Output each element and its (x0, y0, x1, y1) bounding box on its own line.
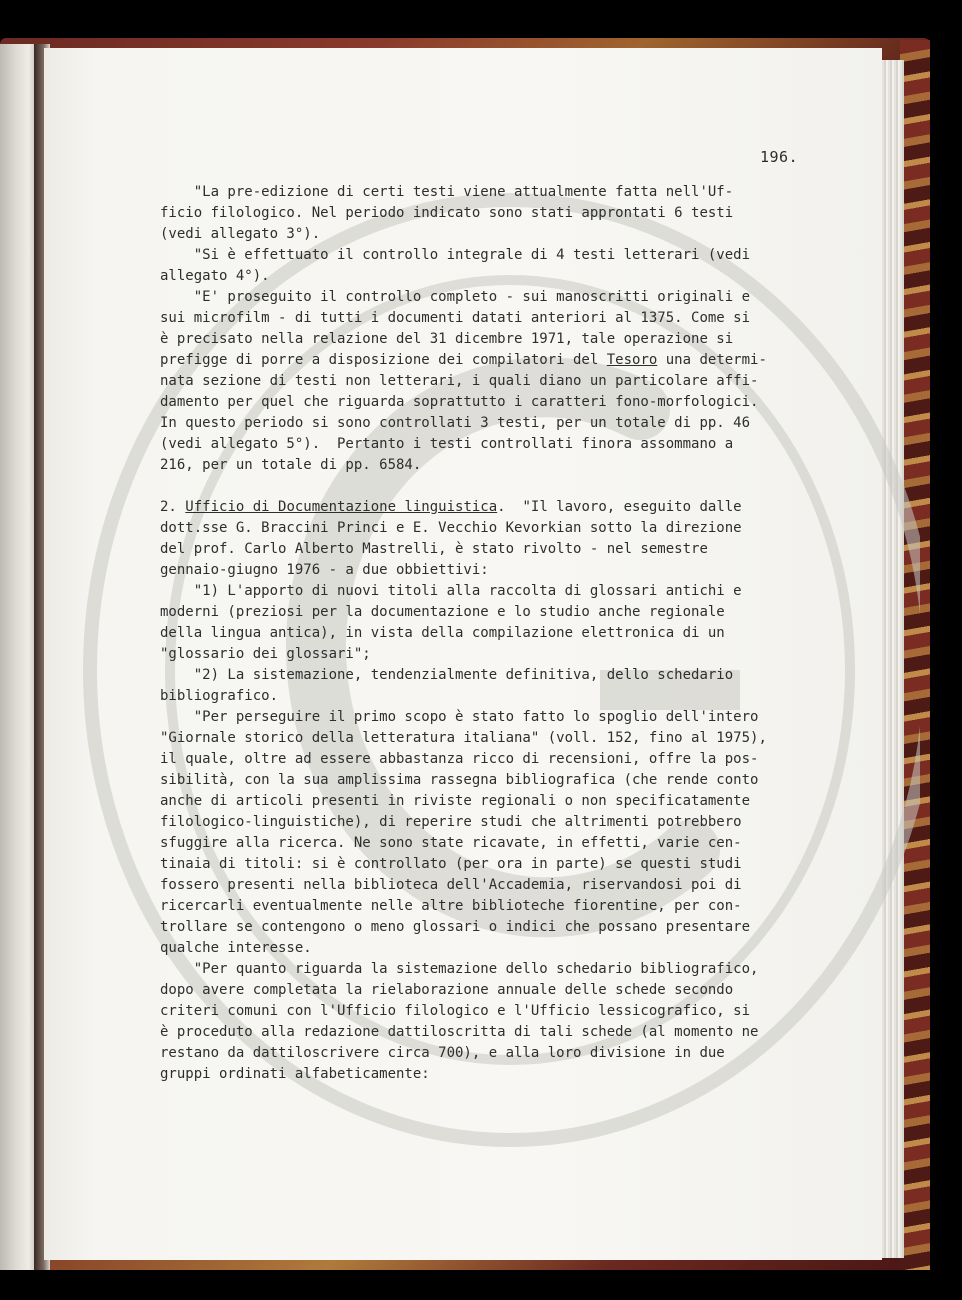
paragraph-1-line: "La pre-edizione di certi testi viene attualmente fatta nell'Uf- (160, 184, 734, 200)
paragraph-2-line: allegato 4°). (160, 268, 270, 284)
text-fragment: una determi- (657, 352, 767, 368)
section-2-line: "Per quanto riguarda la sistemazione dello schedario bibliografico, (160, 961, 759, 977)
section-2-line: ricercarli eventualmente nelle altre biblioteche fiorentine, per con- (160, 898, 742, 914)
section-2-line: tinaia di titoli: si è controllato (per ora in parte) se questi studi (160, 856, 742, 872)
section-2-line: "Giornale storico della letteratura italiana" (voll. 152, fino al 1975), (160, 730, 767, 746)
section-2-line: filologico-linguistiche), di reperire studi che altrimenti potrebbero (160, 814, 742, 830)
section-2-line: "1) L'apporto di nuovi titoli alla raccolta di glossari antichi e (160, 583, 742, 599)
paragraph-3-line: (vedi allegato 5°). Pertanto i testi controllati finora assommano a (160, 436, 734, 452)
paragraph-2-line: "Si è effettuato il controllo integrale di 4 testi letterari (vedi (160, 247, 751, 263)
typed-text-body (160, 182, 820, 1085)
section-2-line: "Per perseguire il primo scopo è stato fatto lo spoglio dell'intero (160, 709, 759, 725)
left-page-edge (0, 44, 36, 1270)
paragraph-3-line: 216, per un totale di pp. 6584. (160, 457, 422, 473)
section-number: 2. (160, 499, 186, 515)
section-2-line: restano da dattiloscrivere circa 700), e alla loro divisione in due (160, 1045, 725, 1061)
section-2-line: gruppi ordinati alfabeticamente: (160, 1066, 430, 1082)
section-2-line: è proceduto alla redazione dattiloscritta di tali schede (al momento ne (160, 1024, 759, 1040)
section-2-line: "glossario dei glossari"; (160, 646, 371, 662)
section-2-line: fossero presenti nella biblioteca dell'Accademia, riservandosi poi di (160, 877, 742, 893)
paragraph-3-line: "E' proseguito il controllo completo - sui manoscritti originali e (160, 289, 751, 305)
paragraph-3-line: sui microfilm - di tutti i documenti datati anteriori al 1375. Come si (160, 310, 751, 326)
section-2-line: dopo avere completata la rielaborazione annuale delle schede secondo (160, 982, 734, 998)
paragraph-3-line: damento per quel che riguarda soprattutto i caratteri fono-morfologici. (160, 394, 759, 410)
paragraph-3-line: nata sezione di testi non letterari, i quali diano un particolare affi- (160, 373, 759, 389)
paragraph-3-line: In questo periodo si sono controllati 3 testi, per un totale di pp. 46 (160, 415, 751, 431)
text-fragment: . "Il lavoro, eseguito dalle (497, 499, 742, 515)
paragraph-1-line: (vedi allegato 3°). (160, 226, 321, 242)
tesoro-title: Tesoro (606, 352, 658, 368)
page-number: 196. (760, 148, 799, 166)
section-2-line: dott.sse G. Braccini Princi e E. Vecchio Kevorkian sotto la direzione (160, 520, 742, 536)
section-heading: Ufficio di Documentazione linguistica (185, 499, 498, 515)
section-2-line: criteri comuni con l'Ufficio filologico e l'Ufficio lessicografico, si (160, 1003, 751, 1019)
section-2-line: sfuggire alla ricerca. Ne sono state ricavate, in effetti, varie cen- (160, 835, 742, 851)
section-2-line: moderni (preziosi per la documentazione e lo studio anche regionale (160, 604, 725, 620)
section-2-line: qualche interesse. (160, 940, 312, 956)
section-2-body (160, 518, 820, 1085)
paragraph-1-line: ficio filologico. Nel periodo indicato sono stati approntati 6 testi (160, 205, 734, 221)
section-2-line: il quale, oltre ad essere abbastanza ricco di recensioni, offre la pos- (160, 751, 759, 767)
section-2-line: trollare se contengono o meno glossari o indici che possano presentare (160, 919, 751, 935)
paragraph-3-line (160, 350, 820, 371)
section-2-line: gennaio-giugno 1976 - a due obbiettivi: (160, 562, 489, 578)
paragraph-3-line: è precisato nella relazione del 31 dicembre 1971, tale operazione si (160, 331, 734, 347)
section-2-heading-line (160, 497, 820, 518)
binding-marbled-edge (900, 40, 930, 1270)
section-2-line: della lingua antica), in vista della compilazione elettronica di un (160, 625, 725, 641)
section-2-line: bibliografico. (160, 688, 279, 704)
section-2-line: "2) La sistemazione, tendenzialmente definitiva, dello schedario (160, 667, 734, 683)
text-fragment: prefigge di porre a disposizione dei compilatori del (160, 352, 607, 368)
section-2-line: sibilità, con la sua amplissima rassegna bibliografica (che rende conto (160, 772, 759, 788)
section-2-line: anche di articoli presenti in riviste regionali o non specificatamente (160, 793, 751, 809)
section-2-line: del prof. Carlo Alberto Mastrelli, è stato rivolto - nel semestre (160, 541, 708, 557)
